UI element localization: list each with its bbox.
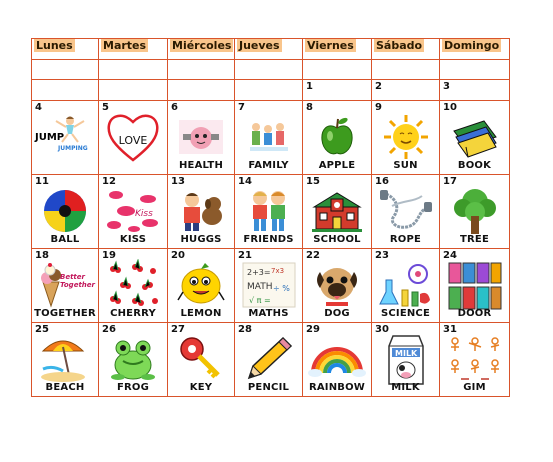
day-label: PENCIL: [247, 382, 290, 393]
day-cell-19: [99, 249, 168, 323]
day-number: 28: [238, 324, 252, 335]
calendar-table: [31, 38, 510, 397]
day-cell-16: [372, 175, 440, 249]
milk-icon: [372, 337, 439, 380]
day-label: KISS: [119, 234, 147, 245]
day-cell-8: [303, 101, 372, 175]
day-number: 4: [35, 102, 42, 113]
svg-text:MATH: MATH: [246, 281, 272, 292]
week-row-1: [32, 101, 510, 175]
milk-carton-text: MILK: [394, 348, 417, 358]
day-number: 11: [35, 176, 49, 187]
day-label: LEMON: [180, 308, 222, 319]
day-number: 26: [102, 324, 116, 335]
svg-text:Kiss: Kiss: [135, 208, 153, 219]
day-label: RAINBOW: [308, 382, 366, 393]
science-icon: [372, 263, 439, 306]
frog-icon: [99, 337, 167, 380]
day-cell-25: [32, 323, 99, 397]
day-number: 21: [238, 250, 252, 261]
ball-icon: [32, 189, 98, 232]
weekday-martes: Martes: [99, 39, 168, 60]
day-number: 17: [443, 176, 457, 187]
day-label: FROG: [116, 382, 150, 393]
day-cell-29: [303, 323, 372, 397]
doors-icon: [440, 263, 509, 306]
day-label: TOGETHER: [34, 308, 96, 319]
better-together-caption: Better Together: [60, 273, 95, 289]
day-label: HEALTH: [178, 160, 224, 171]
day-label: MATHS: [248, 308, 289, 319]
weekday-jueves: Jueves: [235, 39, 303, 60]
day-number: 20: [171, 250, 185, 261]
day-cell-26: [99, 323, 168, 397]
day-cell-14: [235, 175, 303, 249]
day-cell-5: [99, 101, 168, 175]
key-icon: [168, 337, 234, 380]
day-number: 2: [375, 81, 382, 92]
day-number: 7: [238, 102, 245, 113]
day-number: 3: [443, 81, 450, 92]
hug-icon: [168, 189, 234, 232]
day-label: ROPE: [389, 234, 422, 245]
day-label: MILK: [391, 382, 420, 393]
day-number: 9: [375, 102, 382, 113]
kiss-icon: [99, 189, 167, 232]
day-cell-3: [440, 80, 510, 101]
pencil-icon: [235, 337, 302, 380]
day-label: KEY: [189, 382, 213, 393]
day-label: DOG: [324, 308, 350, 319]
day-cell-31: [440, 323, 510, 397]
day-label: CHERRY: [110, 308, 156, 319]
school-icon: [303, 189, 371, 232]
day-number: 13: [171, 176, 185, 187]
sun-icon: [372, 115, 439, 158]
day-number: 24: [443, 250, 457, 261]
day-cell-6: [168, 101, 235, 175]
friends-icon: [235, 189, 302, 232]
day-cell-21: [235, 249, 303, 323]
tree-icon: [440, 189, 509, 232]
day-label: GIM: [463, 382, 486, 393]
day-cell-22: [303, 249, 372, 323]
day-cell-1: [303, 80, 372, 101]
day-number: 5: [102, 102, 109, 113]
day-label: BOOK: [457, 160, 492, 171]
day-number: 8: [306, 102, 313, 113]
day-cell-20: [168, 249, 235, 323]
day-label: TREE: [460, 234, 489, 245]
day-label: BEACH: [45, 382, 85, 393]
day-label: APPLE: [318, 160, 356, 171]
dog-icon: [303, 263, 371, 306]
week-row-3: [32, 249, 510, 323]
weekday-domingo: Domingo: [440, 39, 510, 60]
books-icon: [440, 115, 509, 158]
weekday-lunes: Lunes: [32, 39, 99, 60]
day-number: 31: [443, 324, 457, 335]
day-number: 14: [238, 176, 252, 187]
day-label: HUGGS: [180, 234, 222, 245]
day-cell-30: [372, 323, 440, 397]
day-cell-4: [32, 101, 99, 175]
day-label: FRIENDS: [243, 234, 294, 245]
day-number: 1: [306, 81, 313, 92]
love-word: LOVE: [118, 134, 148, 147]
jumping-caption: JUMPING: [58, 145, 88, 152]
day-cell-28: [235, 323, 303, 397]
day-number: 10: [443, 102, 457, 113]
svg-text:÷ %: ÷ %: [272, 283, 290, 293]
maths-icon: [235, 263, 302, 306]
day-number: 29: [306, 324, 320, 335]
day-number: 23: [375, 250, 389, 261]
lemon-icon: [168, 263, 234, 306]
day-label: DOOR: [457, 308, 492, 319]
day-label: FAMILY: [248, 160, 289, 171]
cherry-icon: [99, 263, 167, 306]
rainbow-icon: [303, 337, 371, 380]
week-row-0: [32, 80, 510, 101]
day-cell-17: [440, 175, 510, 249]
day-cell-15: [303, 175, 372, 249]
rope-icon: [372, 189, 439, 232]
weekday-viernes: Viernes: [303, 39, 372, 60]
svg-text:2+3=: 2+3=: [246, 267, 271, 277]
day-number: 6: [171, 102, 178, 113]
weekday-header-row: [32, 39, 510, 60]
day-label: SCIENCE: [380, 308, 431, 319]
day-cell-12: [99, 175, 168, 249]
family-icon: [235, 115, 302, 158]
day-cell-2: [372, 80, 440, 101]
week-row-2: [32, 175, 510, 249]
health-icon: [168, 115, 234, 158]
day-cell-7: [235, 101, 303, 175]
day-label: SUN: [393, 160, 418, 171]
weekday-sabado: Sábado: [372, 39, 440, 60]
day-number: 18: [35, 250, 49, 261]
day-cell-11: [32, 175, 99, 249]
svg-text:7x3: 7x3: [270, 266, 284, 275]
day-cell-18: [32, 249, 99, 323]
day-cell-27: [168, 323, 235, 397]
day-number: 25: [35, 324, 49, 335]
day-cell-23: [372, 249, 440, 323]
day-number: 15: [306, 176, 320, 187]
day-number: 12: [102, 176, 116, 187]
jump-heading: JUMP: [35, 132, 65, 143]
day-number: 22: [306, 250, 320, 261]
day-number: 16: [375, 176, 389, 187]
day-cell-24: [440, 249, 510, 323]
gym-icon: [440, 337, 509, 380]
day-cell-9: [372, 101, 440, 175]
day-number: 19: [102, 250, 116, 261]
day-cell-13: [168, 175, 235, 249]
svg-text:√ π =: √ π =: [248, 295, 271, 305]
day-number: 30: [375, 324, 389, 335]
spacer-row: [32, 60, 510, 80]
weekday-miercoles: Miércoles: [168, 39, 235, 60]
beach-icon: [32, 337, 98, 380]
day-label: SCHOOL: [313, 234, 361, 245]
apple-icon: [303, 115, 371, 158]
day-cell-10: [440, 101, 510, 175]
day-number: 27: [171, 324, 185, 335]
week-row-4: [32, 323, 510, 397]
day-label: BALL: [50, 234, 80, 245]
